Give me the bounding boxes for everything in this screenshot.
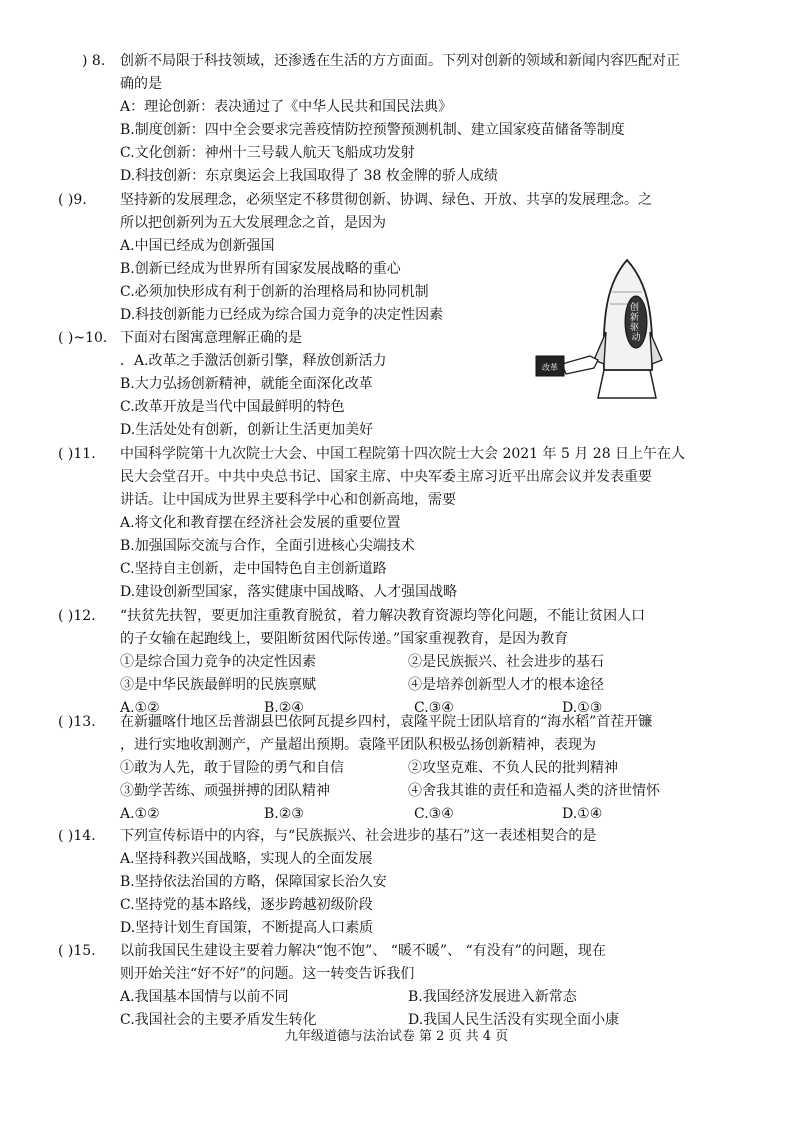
- question-number: ) 8.: [82, 53, 106, 69]
- option-c: C.必须加快形成有利于创新的治理格局和协同机制: [120, 284, 429, 300]
- option-b: B.我国经济发展进入新常态: [408, 989, 577, 1005]
- statement-item: ①是综合国力竞争的决定性因素: [120, 654, 316, 670]
- choice-b: B.②③: [264, 806, 304, 822]
- question-14: [58, 825, 748, 940]
- rocket-label-char: 驱: [630, 323, 640, 333]
- statement-item: ④是培养创新型人才的根本途径: [408, 677, 604, 693]
- option-c: C.坚持党的基本路线，逐步跨越初级阶段: [120, 897, 373, 913]
- question-stem-cont: ，进行实地收割测产，产量超出预期。袁隆平团队积极弘扬创新精神，表现为: [120, 737, 596, 753]
- question-13: [58, 711, 748, 826]
- choice-c: C.③④: [414, 806, 454, 822]
- option-a: A.我国基本国情与以前不同: [120, 989, 289, 1005]
- option-c: C.我国社会的主要矛盾发生转化: [120, 1012, 317, 1028]
- option-d: D.建设创新型国家，落实健康中国战略、人才强国战略: [120, 584, 458, 600]
- option-c: C.坚持自主创新，走中国特色自主创新道路: [120, 561, 387, 577]
- option-d: D.生活处处有创新，创新让生活更加美好: [120, 422, 374, 438]
- page-footer: 九年级道德与法治试卷 第 2 页 共 4 页: [284, 1029, 509, 1044]
- option-d: D.科技创新能力已经成为综合国力竞争的决定性因素: [120, 307, 444, 323]
- rocket-cartoon-illustration: [532, 252, 672, 402]
- question-stem-cont: 所以把创新列为五大发展理念之首，是因为: [120, 215, 386, 231]
- statement-item: ③勤学苦练、顽强拼搏的团队精神: [120, 783, 330, 799]
- answer-paren: ( )9.: [58, 192, 87, 208]
- choice-a: A.①②: [120, 806, 160, 822]
- question-stem: 下列宣传标语中的内容，与“民族振兴、社会进步的基石”这一表述相契合的是: [120, 828, 597, 844]
- question-stem-cont: 则开始关注“好不好”的问题。这一转变告诉我们: [120, 966, 415, 982]
- option-b: B.坚持依法治国的方略，保障国家长治久安: [120, 874, 387, 890]
- statement-item: ①敢为人先，敢于冒险的勇气和自信: [120, 760, 344, 776]
- statement-list: [58, 757, 748, 803]
- option-c: C.改革开放是当代中国最鲜明的特色: [120, 399, 345, 415]
- question-stem: 在新疆喀什地区岳普湖县巴依阿瓦提乡四村，袁隆平院士团队培育的“海水稻”首茬开镰: [120, 714, 653, 730]
- option-a: A.中国已经成为创新强国: [120, 238, 275, 254]
- statement-item: ②攻坚克难、不负人民的批判精神: [408, 760, 618, 776]
- answer-paren: ( )11.: [58, 446, 96, 462]
- reform-label: 改革: [542, 363, 558, 372]
- answer-paren: ( )12.: [58, 608, 96, 624]
- option-d: D.我国人民生活没有实现全面小康: [408, 1012, 620, 1028]
- choice-d: D.①④: [562, 806, 603, 822]
- option-b: B.加强国际交流与合作，全面引进核心尖端技术: [120, 538, 415, 554]
- choice-c: C.③④: [414, 700, 454, 716]
- answer-paren: ( )~10.: [58, 330, 108, 346]
- question-11: [58, 443, 748, 604]
- rocket-label-char: 动: [631, 333, 641, 343]
- option-c: C.文化创新：神州十三号载人航天飞船成功发射: [120, 145, 415, 161]
- question-stem: 创新不局限于科技领域，还渗透在生活的方方面面。下列对创新的领域和新闻内容匹配对正: [120, 53, 680, 69]
- question-stem: 坚持新的发展理念，必须坚定不移贯彻创新、协调、绿色、开放、共享的发展理念。之: [120, 192, 652, 208]
- question-stem: 以前我国民生建设主要着力解决“饱不饱”、 “暖不暖”、 “有没有”的问题，现在: [120, 943, 606, 959]
- option-d: D.科技创新：东京奥运会上我国取得了 38 枚金牌的骄人成绩: [120, 168, 498, 184]
- question-12: [58, 605, 748, 720]
- choice-a: A.①②: [120, 700, 160, 716]
- question-stem-cont: 的子女输在起跑线上，要阻断贫困代际传递。”国家重视教育，是因为教育: [120, 631, 569, 647]
- question-stem: 中国科学院第十九次院士大会、中国工程院第十四次院士大会 2021 年 5 月 28 日上午在人: [120, 446, 686, 462]
- rocket-label: [630, 301, 642, 343]
- statement-item: ④舍我其谁的责任和造福人类的济世情怀: [408, 783, 660, 799]
- statement-item: ②是民族振兴、社会进步的基石: [408, 654, 604, 670]
- option-a: ．A.改革之手激活创新引擎，释放创新活力: [120, 353, 387, 369]
- option-a: A.坚持科教兴国战略，实现人的全面发展: [120, 851, 373, 867]
- answer-paren: ( )13.: [58, 714, 96, 730]
- answer-paren: ( )14.: [58, 828, 96, 844]
- question-stem-cont: 讲话。让中国成为世界主要科学中心和创新高地，需要: [120, 492, 456, 508]
- question-stem: “扶贫先扶智，要更加注重教育脱贫，着力解决教育资源均等化问题，不能让贫困人口: [120, 608, 646, 624]
- statement-item: ③是中华民族最鲜明的民族禀赋: [120, 677, 316, 693]
- question-stem: 下面对右图寓意理解正确的是: [120, 330, 302, 346]
- option-b: B.创新已经成为世界所有国家发展战略的重心: [120, 261, 401, 277]
- option-a: A：理论创新：表决通过了《中华人民共和国民法典》: [120, 99, 453, 115]
- question-8: [58, 50, 748, 188]
- rocket-label-char: 创: [630, 303, 640, 313]
- choice-d: D.①③: [562, 700, 603, 716]
- option-a: A.将文化和教育摆在经济社会发展的重要位置: [120, 515, 401, 531]
- question-15: [58, 940, 748, 1032]
- option-b: B.制度创新：四中全会要求完善疫情防控预警预测机制、建立国家疫苗储备等制度: [120, 122, 625, 138]
- statement-list: [58, 651, 748, 697]
- choice-b: B.②④: [264, 700, 304, 716]
- option-d: D.坚持计划生育国策，不断提高人口素质: [120, 920, 374, 936]
- rocket-label-char: 新: [630, 313, 640, 323]
- answer-paren: ( )15.: [58, 943, 96, 959]
- question-stem-cont: 民大会堂召开。中共中央总书记、国家主席、中央军委主席习近平出席会议并发表重要: [120, 469, 652, 485]
- option-b: B.大力弘扬创新精神，就能全面深化改革: [120, 376, 373, 392]
- question-stem-cont: 确的是: [120, 76, 162, 92]
- choice-row: [58, 803, 748, 826]
